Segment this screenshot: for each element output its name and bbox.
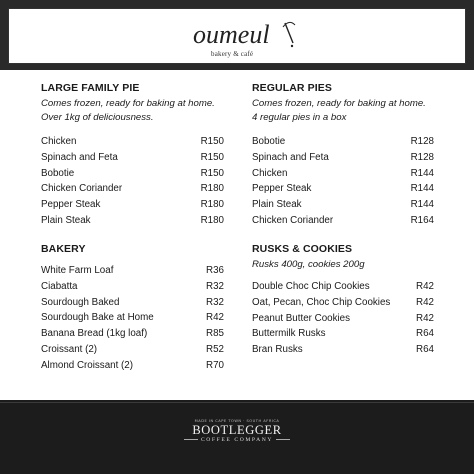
brand-name: BOOTLEGGER (192, 423, 282, 437)
menu-item: Double Choc Chip Cookies R42 (252, 281, 434, 292)
menu-item: Pepper Steak R144 (252, 183, 434, 195)
menu-item: Sourdough Bake at Home R42 (41, 312, 224, 324)
menu-item: Buttermilk Rusks R64 (252, 328, 434, 340)
logo-script-icon (189, 13, 309, 53)
header-band (0, 0, 474, 70)
menu-item: Bobotie R128 (252, 136, 434, 147)
menu-item: Ciabatta R32 (41, 280, 224, 292)
section-title: REGULAR PIES (252, 82, 332, 94)
menu-item: Plain Steak R144 (252, 199, 434, 211)
menu-item: White Farm Loaf R36 (41, 265, 224, 276)
section-note: Comes frozen, ready for baking at home. (252, 98, 426, 109)
menu-item: Chicken Coriander R164 (252, 214, 434, 226)
section-note: Comes frozen, ready for baking at home. (41, 98, 215, 109)
menu-item: Chicken R150 (41, 136, 224, 147)
menu-item: Spinach and Feta R150 (41, 151, 224, 163)
brand-logo (189, 13, 309, 61)
section-note: Over 1kg of deliciousness. (41, 112, 154, 123)
section-note: 4 regular pies in a box (252, 112, 347, 123)
footer-band (0, 400, 474, 474)
svg-text:oumeul: oumeul (193, 20, 270, 49)
logo-card (8, 8, 466, 64)
brand-subtitle: COFFEE COMPANY (172, 437, 302, 443)
menu-item: Pepper Steak R180 (41, 199, 224, 211)
section-large-family-pie (41, 82, 224, 229)
section-rusks-cookies (252, 243, 434, 358)
section-title: BAKERY (41, 243, 86, 255)
brand-tagline: MADE IN CAPE TOWN · SOUTH AFRICA (194, 419, 280, 423)
menu-item: Almond Croissant (2) R70 (41, 359, 224, 371)
menu-item: Spinach and Feta R128 (252, 151, 434, 163)
menu-item: Oat, Pecan, Choc Chip Cookies R42 (252, 296, 434, 308)
menu-item: Croissant (2) R52 (41, 343, 224, 355)
menu-item: Bobotie R150 (41, 167, 224, 179)
menu-item: Banana Bread (1kg loaf) R85 (41, 328, 224, 340)
menu-item: Chicken Coriander R180 (41, 183, 224, 195)
section-title: LARGE FAMILY PIE (41, 82, 140, 94)
section-note: Rusks 400g, cookies 200g (252, 259, 365, 270)
logo-subtitle: bakery & café (211, 50, 254, 58)
menu-item: Peanut Butter Cookies R42 (252, 312, 434, 324)
footer-divider (0, 402, 474, 403)
menu-item: Plain Steak R180 (41, 214, 224, 226)
section-regular-pies (252, 82, 434, 229)
menu-item: Chicken R144 (252, 167, 434, 179)
section-bakery (41, 243, 224, 374)
menu-item: Sourdough Baked R32 (41, 296, 224, 308)
bootlegger-logo (172, 419, 302, 459)
menu-item: Bran Rusks R64 (252, 344, 434, 356)
section-title: RUSKS & COOKIES (252, 243, 353, 255)
